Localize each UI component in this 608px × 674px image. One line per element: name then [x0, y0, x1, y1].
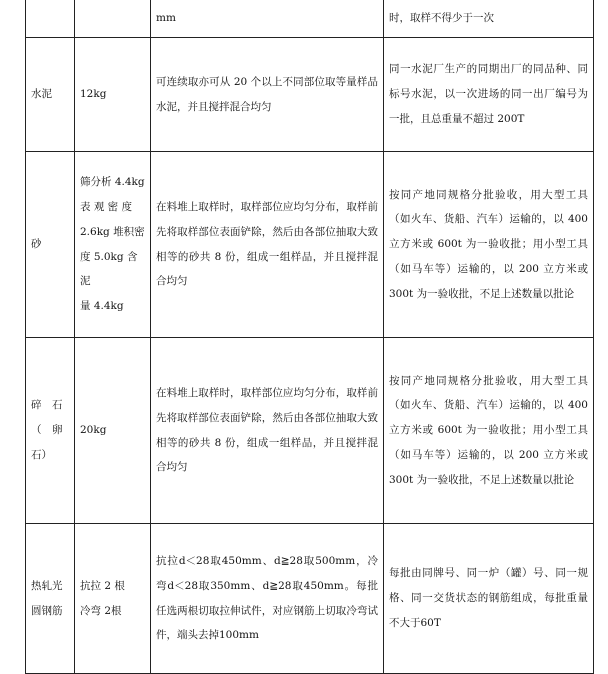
method-cell: 抗拉d＜28取450mm、d≧28取500mm，冷弯d＜28取350mm、d≧28取450mm。每批任选两根切取拉伸试件，对应钢筋上切取冷弯试件，端头去掉100mm: [151, 524, 384, 674]
material-cell: 碎 石 （ 卵 石）: [26, 338, 75, 524]
material-cell: [26, 0, 75, 38]
method-cell: 可连续取亦可从 20 个以上不同部位取等量样品水泥，并且搅拌混合均匀: [151, 38, 384, 152]
table-row: [26, 338, 594, 524]
quantity-cell: 筛分析 4.4kg 表 观 密 度 2.6kg 堆积密 度 5.0kg 含泥 量 4.4kg: [75, 152, 151, 338]
table-row: [26, 0, 594, 38]
material-cell: 热轧光 圆钢筋: [26, 524, 75, 674]
method-cell: 在料堆上取样时，取样部位应均匀分布，取样前先将取样部位表面铲除，然后由各部位抽取大致相等的砂共 8 份，组成一组样品，并且搅拌混合均匀: [151, 152, 384, 338]
table-row: [26, 38, 594, 152]
material-cell: 水泥: [26, 38, 75, 152]
quantity-cell: 抗拉 2 根 冷弯 2根: [75, 524, 151, 674]
sampling-table: [25, 0, 594, 674]
batch-cell: 每批由同牌号、同一炉（罐）号、同一规格、同一交货状态的钢筋组成，每批重量不大于60T: [384, 524, 594, 674]
quantity-cell: 20kg: [75, 338, 151, 524]
method-cell: 在料堆上取样时，取样部位应均匀分布，取样前先将取样部位表面铲除，然后由各部位抽取大致相等的砂共 8 份，组成一组样品，并且搅拌混合均匀: [151, 338, 384, 524]
material-cell: 砂: [26, 152, 75, 338]
method-cell: mm: [151, 0, 384, 38]
quantity-cell: [75, 0, 151, 38]
batch-cell: 按同产地同规格分批验收，用大型工具（如火车、货船、汽车）运输的，以 400 立方米或 600t 为一验收批；用小型工具（如马车等）运输的，以 200 立方米或 300t 为一验收批，不足上述数量以批论: [384, 152, 594, 338]
quantity-cell: 12kg: [75, 38, 151, 152]
table-row: [26, 524, 594, 674]
batch-cell: 时，取样不得少于一次: [384, 0, 594, 38]
batch-cell: 同一水泥厂生产的同期出厂的同品种、同标号水泥，以一次进场的同一出厂编号为一批，且总重量不超过 200T: [384, 38, 594, 152]
batch-cell: 按同产地同规格分批验收，用大型工具（如火车、货船、汽车）运输的，以 400 立方米或 600t 为一验收批；用小型工具（如马车等）运输的，以 200 立方米或 300t 为一验收批，不足上述数量以批论: [384, 338, 594, 524]
table-row: [26, 152, 594, 338]
